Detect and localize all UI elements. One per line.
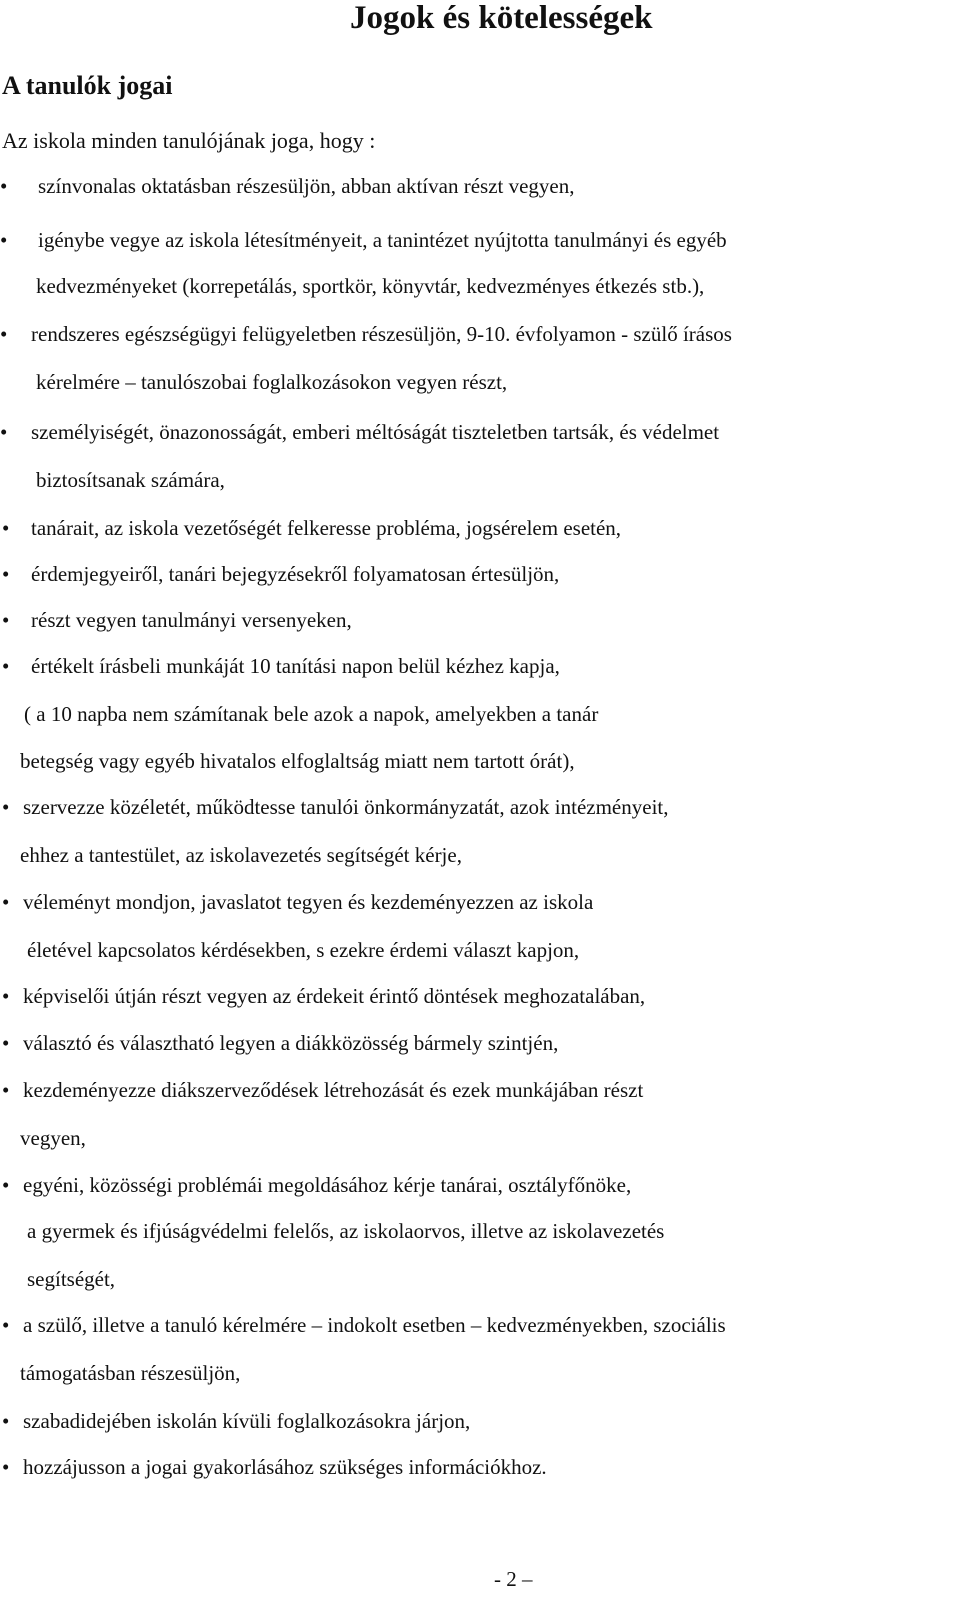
right-item-line: betegség vagy egyéb hivatalos elfoglaltság miatt nem tartott órát), [20,749,575,773]
bullet-icon: • [2,654,10,678]
right-item-line: ( a 10 napba nem számítanak bele azok a napok, amelyekben a tanár [24,702,599,726]
right-item-line: értékelt írásbeli munkáját 10 tanítási napon belül kézhez kapja, [31,654,560,678]
bullet-icon: • [2,1313,10,1337]
right-item-line: kérelmére – tanulószobai foglalkozásokon vegyen részt, [36,370,508,394]
right-item-line: hozzájusson a jogai gyakorlásához szükséges információkhoz. [23,1455,547,1479]
bullet-icon: • [0,322,8,346]
section-heading: A tanulók jogai [2,71,173,100]
right-item-line: szervezze közéletét, működtesse tanulói önkormányzatát, azok intézményeit, [23,795,669,819]
right-item-line: színvonalas oktatásban részesüljön, abban aktívan részt vegyen, [38,174,575,198]
bullet-icon: • [2,608,10,632]
bullet-icon: • [0,420,8,444]
right-item-line: személyiségét, önazonosságát, emberi méltóságát tiszteletben tartsák, és védelmet [31,420,720,444]
right-item-line: választó és választható legyen a diákközösség bármely szintjén, [23,1031,559,1055]
bullet-icon: • [2,984,10,1008]
right-item-line: kezdeményezze diákszerveződések létrehozását és ezek munkájában részt [23,1078,644,1102]
bullet-icon: • [0,174,8,198]
right-item-line: segítségét, [27,1267,116,1291]
right-item-line: véleményt mondjon, javaslatot tegyen és kezdeményezzen az iskola [23,890,594,914]
page-number: - 2 – [494,1567,533,1591]
bullet-icon: • [2,1078,10,1102]
bullet-icon: • [2,516,10,540]
document-title: Jogok és kötelességek [350,0,653,36]
bullet-icon: • [2,1409,10,1433]
right-item-line: részt vegyen tanulmányi versenyeken, [31,608,352,632]
right-item-line: a szülő, illetve a tanuló kérelmére – indokolt esetben – kedvezményekben, szociális [23,1313,726,1337]
right-item-line: a gyermek és ifjúságvédelmi felelős, az iskolaorvos, illetve az iskolavezetés [27,1219,665,1243]
intro-text: Az iskola minden tanulójának joga, hogy : [2,128,376,153]
right-item-line: egyéni, közösségi problémái megoldásához kérje tanárai, osztályfőnöke, [23,1173,632,1197]
bullet-icon: • [2,1455,10,1479]
right-item-line: ehhez a tantestület, az iskolavezetés segítségét kérje, [20,843,462,867]
bullet-icon: • [2,1031,10,1055]
right-item-line: szabadidejében iskolán kívüli foglalkozásokra járjon, [23,1409,471,1433]
right-item-line: biztosítsanak számára, [36,468,225,492]
bullet-icon: • [2,890,10,914]
right-item-line: tanárait, az iskola vezetőségét felkeresse probléma, jogsérelem esetén, [31,516,622,540]
right-item-line: életével kapcsolatos kérdésekben, s ezekre érdemi választ kapjon, [27,938,580,962]
right-item-line: érdemjegyeiről, tanári bejegyzésekről folyamatosan értesüljön, [31,562,560,586]
right-item-line: vegyen, [20,1126,86,1150]
right-item-line: rendszeres egészségügyi felügyeletben részesüljön, 9-10. évfolyamon - szülő írásos [31,322,732,346]
bullet-icon: • [0,228,8,252]
bullet-icon: • [2,1173,10,1197]
right-item-line: támogatásban részesüljön, [20,1361,241,1385]
right-item-line: igénybe vegye az iskola létesítményeit, a tanintézet nyújtotta tanulmányi és egyéb [38,228,727,252]
bullet-icon: • [2,795,10,819]
right-item-line: kedvezményeket (korrepetálás, sportkör, könyvtár, kedvezményes étkezés stb.), [36,274,705,298]
right-item-line: képviselői útján részt vegyen az érdekeit érintő döntések meghozatalában, [23,984,646,1008]
bullet-icon: • [2,562,10,586]
